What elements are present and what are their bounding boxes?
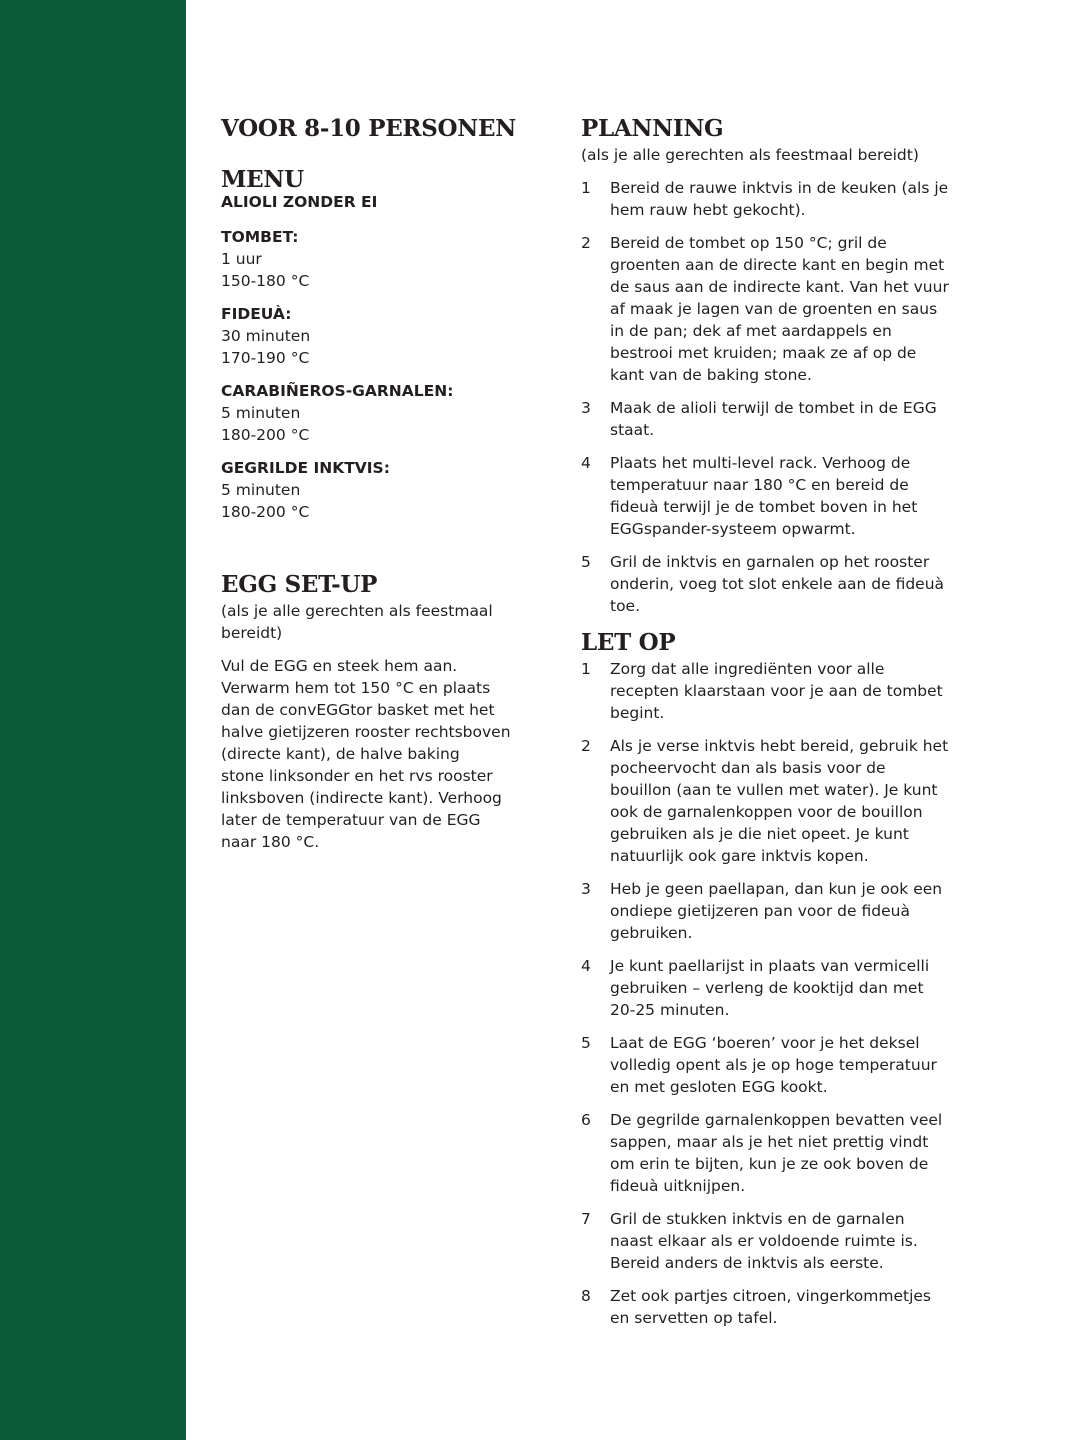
dish-label: GEGRILDE INKTVIS: [221, 459, 390, 477]
planning-subtitle: (als je alle gerechten als feestmaal bereidt) [581, 146, 919, 164]
dish-label: TOMBET: [221, 228, 299, 246]
step-text [610, 177, 1001, 221]
tip-number: 8 [581, 1287, 591, 1305]
step-line: Gril de inktvis en garnalen op het rooster [610, 553, 930, 571]
tip-line: 20-25 minuten. [610, 1001, 730, 1019]
letop-heading: LET OP [581, 629, 676, 656]
serving-heading: VOOR 8-10 PERSONEN [221, 115, 516, 142]
step-number: 1 [581, 179, 591, 197]
right-column [581, 114, 1001, 1340]
tip-line: begint. [610, 704, 665, 722]
planning-step [581, 177, 1001, 221]
tip-number: 6 [581, 1111, 591, 1129]
tip-line: en servetten op tafel. [610, 1309, 778, 1327]
step-number: 3 [581, 399, 591, 417]
dish-time: 30 minuten [221, 327, 311, 345]
tip-line: om erin te bijten, kun je ze ook boven de [610, 1155, 929, 1173]
step-line: toe. [610, 597, 641, 615]
step-line: Bereid de rauwe inktvis in de keuken (als je [610, 179, 949, 197]
tip-item [581, 955, 1001, 1021]
step-line: hem rauw hebt gekocht). [610, 201, 806, 219]
tip-number: 1 [581, 660, 591, 678]
tip-line: ook de garnalenkoppen voor de bouillon [610, 803, 923, 821]
tip-item [581, 878, 1001, 944]
tip-line: Je kunt paellarijst in plaats van vermicelli [610, 957, 930, 975]
planning-step [581, 551, 1001, 617]
setup-line: (directe kant), de halve baking [221, 745, 460, 763]
step-line: temperatuur naar 180 °C en bereid de [610, 476, 909, 494]
dish-temperature: 150-180 °C [221, 272, 310, 290]
dish-label: CARABIÑEROS-GARNALEN: [221, 382, 454, 400]
step-line: Maak de alioli terwijl de tombet in de EGG [610, 399, 937, 417]
step-line: bestrooi met kruiden; maak ze af op de [610, 344, 917, 362]
step-text [610, 397, 1001, 441]
tip-number: 3 [581, 880, 591, 898]
setup-line: stone linksonder en het rvs rooster [221, 767, 493, 785]
dish-time: 5 minuten [221, 404, 301, 422]
tip-line: Als je verse inktvis hebt bereid, gebruik het [610, 737, 949, 755]
setup-heading: EGG SET-UP [221, 571, 378, 598]
tip-line: en met gesloten EGG kookt. [610, 1078, 828, 1096]
tip-line: pocheervocht dan als basis voor de [610, 759, 886, 777]
step-line: Bereid de tombet op 150 °C; gril de [610, 234, 887, 252]
tip-text [610, 955, 1001, 1021]
tip-line: Zet ook partjes citroen, vingerkommetjes [610, 1287, 931, 1305]
planning-list [581, 177, 1001, 617]
setup-line: linksboven (indirecte kant). Verhoog [221, 789, 502, 807]
step-line: kant van de baking stone. [610, 366, 812, 384]
tip-line: natuurlijk ook gare inktvis kopen. [610, 847, 869, 865]
dish-time: 1 uur [221, 250, 262, 268]
tip-line: sappen, maar als je het niet prettig vindt [610, 1133, 929, 1151]
planning-heading: PLANNING [581, 115, 724, 142]
step-text [610, 551, 1001, 617]
step-number: 4 [581, 454, 591, 472]
dish-temperature: 170-190 °C [221, 349, 310, 367]
setup-line: Verwarm hem tot 150 °C en plaats [221, 679, 491, 697]
step-line: de saus aan de indirecte kant. Van het vuur [610, 278, 949, 296]
dish-temperature: 180-200 °C [221, 426, 310, 444]
tip-item [581, 1285, 1001, 1329]
step-line: Plaats het multi-level rack. Verhoog de [610, 454, 911, 472]
step-number: 2 [581, 234, 591, 252]
setup-subtitle: bereidt) [221, 624, 283, 642]
tip-line: gebruiken. [610, 924, 693, 942]
step-line: in de pan; dek af met aardappels en [610, 322, 892, 340]
setup-line: dan de convEGGtor basket met het [221, 701, 495, 719]
step-line: onderin, voeg tot slot enkele aan de fideuà [610, 575, 945, 593]
tip-text [610, 735, 1001, 867]
tip-line: naast elkaar als er voldoende ruimte is. [610, 1232, 918, 1250]
setup-subtitle: (als je alle gerechten als feestmaal [221, 602, 493, 620]
tip-line: Bereid anders de inktvis als eerste. [610, 1254, 884, 1272]
setup-text [221, 655, 551, 853]
tip-number: 5 [581, 1034, 591, 1052]
step-line: EGGspander-systeem opwarmt. [610, 520, 856, 538]
tip-text [610, 1285, 1001, 1329]
tip-line: recepten klaarstaan voor je aan de tombet [610, 682, 943, 700]
tip-text [610, 658, 1001, 724]
tip-item [581, 1109, 1001, 1197]
dish-tombet [221, 226, 551, 292]
step-line: groenten aan de directe kant en begin met [610, 256, 945, 274]
dish-fideua [221, 303, 551, 369]
tip-line: Laat de EGG ‘boeren’ voor je het deksel [610, 1034, 920, 1052]
menu-heading: MENU [221, 166, 304, 193]
setup-line: later de temperatuur van de EGG [221, 811, 481, 829]
tip-line: Zorg dat alle ingrediënten voor alle [610, 660, 885, 678]
dish-carabineros [221, 380, 551, 446]
tip-line: volledig opent als je op hoge temperatuur [610, 1056, 937, 1074]
tip-number: 7 [581, 1210, 591, 1228]
tip-text [610, 1032, 1001, 1098]
letop-list [581, 658, 1001, 1329]
step-text [610, 452, 1001, 540]
tip-line: ondiepe gietijzeren pan voor de fideuà [610, 902, 910, 920]
green-side-band [0, 0, 186, 1440]
menu-item: ALIOLI ZONDER EI [221, 193, 378, 211]
tip-line: Gril de stukken inktvis en de garnalen [610, 1210, 905, 1228]
tip-line: bouillon (aan te vullen met water). Je kunt [610, 781, 938, 799]
dish-temperature: 180-200 °C [221, 503, 310, 521]
step-line: staat. [610, 421, 655, 439]
tip-line: De gegrilde garnalenkoppen bevatten veel [610, 1111, 943, 1129]
step-line: fideuà terwijl je de tombet boven in het [610, 498, 918, 516]
setup-line: halve gietijzeren rooster rechtsboven [221, 723, 511, 741]
tip-text [610, 1208, 1001, 1274]
tip-line: fideuà uitknijpen. [610, 1177, 746, 1195]
step-text [610, 232, 1001, 386]
tip-item [581, 1032, 1001, 1098]
tip-text [610, 878, 1001, 944]
tip-line: gebruiken – verleng de kooktijd dan met [610, 979, 924, 997]
left-column [221, 114, 551, 853]
planning-step [581, 397, 1001, 441]
tip-item [581, 735, 1001, 867]
tip-line: gebruiken als je die niet opeet. Je kunt [610, 825, 909, 843]
step-line: af maak je lagen van de groenten en saus [610, 300, 938, 318]
tip-item [581, 1208, 1001, 1274]
setup-line: naar 180 °C. [221, 833, 320, 851]
planning-step [581, 452, 1001, 540]
dish-time: 5 minuten [221, 481, 301, 499]
dish-label: FIDEUÀ: [221, 305, 292, 323]
dish-inktvis [221, 457, 551, 523]
tip-item [581, 658, 1001, 724]
tip-line: Heb je geen paellapan, dan kun je ook een [610, 880, 943, 898]
step-number: 5 [581, 553, 591, 571]
setup-line: Vul de EGG en steek hem aan. [221, 657, 458, 675]
planning-step [581, 232, 1001, 386]
tip-text [610, 1109, 1001, 1197]
tip-number: 4 [581, 957, 591, 975]
tip-number: 2 [581, 737, 591, 755]
